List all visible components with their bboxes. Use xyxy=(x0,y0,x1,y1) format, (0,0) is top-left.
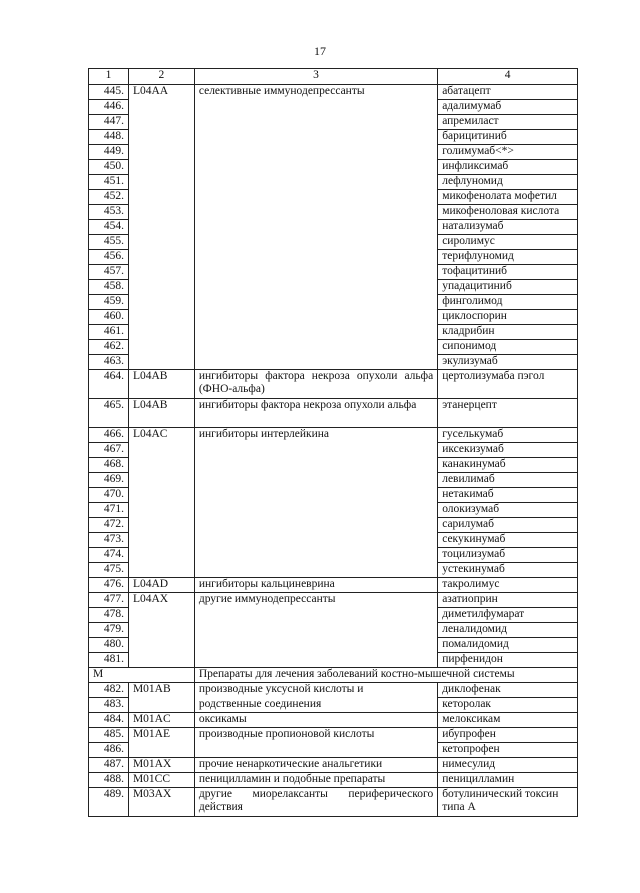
row-number: 479. xyxy=(89,623,129,638)
table-row xyxy=(89,683,578,698)
drug-name: голимумаб<*> xyxy=(438,145,578,160)
drug-name: тоцилизумаб xyxy=(438,548,578,563)
drug-name: сиролимус xyxy=(438,235,578,250)
row-number: 462. xyxy=(89,340,129,355)
drug-name: гуселькумаб xyxy=(438,428,578,443)
row-number: 449. xyxy=(89,145,129,160)
row-number: 459. xyxy=(89,295,129,310)
row-number: 466. xyxy=(89,428,129,443)
row-number: 465. xyxy=(89,399,129,428)
row-number: 457. xyxy=(89,265,129,280)
row-number: 489. xyxy=(89,788,129,817)
row-number: 473. xyxy=(89,533,129,548)
drug-name: нимесулид xyxy=(438,758,578,773)
drug-name: пеницилламин xyxy=(438,773,578,788)
row-number: 470. xyxy=(89,488,129,503)
group-description: ингибиторы фактора некроза опухоли альфа (ФНО-альфа) xyxy=(194,370,437,399)
row-number: 484. xyxy=(89,713,129,728)
row-number: 483. xyxy=(89,698,129,713)
table-row xyxy=(89,370,578,399)
page-number: 17 xyxy=(314,44,326,58)
group-description: родственные соединения xyxy=(194,698,437,713)
row-number: 456. xyxy=(89,250,129,265)
drug-name: цертолизумаба пэгол xyxy=(438,370,578,399)
drug-name: секукинумаб xyxy=(438,533,578,548)
row-number: 477. xyxy=(89,593,129,608)
drug-name: ботулинический токсин типа А xyxy=(438,788,578,817)
atc-code: M01AB xyxy=(128,683,194,713)
row-number: 486. xyxy=(89,743,129,758)
row-number: 482. xyxy=(89,683,129,698)
group-description: другие иммунодепрессанты xyxy=(194,593,437,668)
row-number: 455. xyxy=(89,235,129,250)
drug-name: лефлуномид xyxy=(438,175,578,190)
row-number: 475. xyxy=(89,563,129,578)
group-description: оксикамы xyxy=(194,713,437,728)
drug-name: олокизумаб xyxy=(438,503,578,518)
drug-name: пирфенидон xyxy=(438,653,578,668)
row-number: 481. xyxy=(89,653,129,668)
row-number: 461. xyxy=(89,325,129,340)
table-row xyxy=(89,788,578,817)
group-description: селективные иммунодепрессанты xyxy=(194,85,437,370)
row-number: 458. xyxy=(89,280,129,295)
atc-code: L04AB xyxy=(128,399,194,428)
row-number: 454. xyxy=(89,220,129,235)
row-number: 451. xyxy=(89,175,129,190)
drug-name: микофеноловая кислота xyxy=(438,205,578,220)
section-row xyxy=(89,668,578,683)
drug-name: финголимод xyxy=(438,295,578,310)
header-cell: 3 xyxy=(194,69,437,85)
row-number: 448. xyxy=(89,130,129,145)
header-cell: 4 xyxy=(438,69,578,85)
row-number: 468. xyxy=(89,458,129,473)
atc-code: M01AX xyxy=(128,758,194,773)
group-description: ингибиторы фактора некроза опухоли альфа xyxy=(194,399,437,428)
row-number: 487. xyxy=(89,758,129,773)
drug-name: сипонимод xyxy=(438,340,578,355)
atc-code: L04AA xyxy=(128,85,194,370)
atc-code: L04AD xyxy=(128,578,194,593)
drug-name: барицитиниб xyxy=(438,130,578,145)
drug-name: экулизумаб xyxy=(438,355,578,370)
row-number: 471. xyxy=(89,503,129,518)
row-number: 447. xyxy=(89,115,129,130)
drug-name: азатиоприн xyxy=(438,593,578,608)
table-row xyxy=(89,593,578,608)
row-number: 469. xyxy=(89,473,129,488)
row-number: 460. xyxy=(89,310,129,325)
row-number: 474. xyxy=(89,548,129,563)
section-title: Препараты для лечения заболеваний костно-мышечной системы xyxy=(194,668,577,683)
group-description: пеницилламин и подобные препараты xyxy=(194,773,437,788)
atc-code: L04AC xyxy=(128,428,194,578)
table-row xyxy=(89,713,578,728)
row-number: 463. xyxy=(89,355,129,370)
row-number: 445. xyxy=(89,85,129,100)
table-row xyxy=(89,85,578,100)
row-number: 485. xyxy=(89,728,129,743)
drug-name: сарилумаб xyxy=(438,518,578,533)
drug-name: канакинумаб xyxy=(438,458,578,473)
table-row xyxy=(89,758,578,773)
drug-name: нетакимаб xyxy=(438,488,578,503)
table-row xyxy=(89,428,578,443)
drug-name: упадацитиниб xyxy=(438,280,578,295)
row-number: 476. xyxy=(89,578,129,593)
atc-code: L04AB xyxy=(128,370,194,399)
section-letter: М xyxy=(89,668,195,683)
drug-name: адалимумаб xyxy=(438,100,578,115)
atc-code: M03AX xyxy=(128,788,194,817)
drug-name: диметилфумарат xyxy=(438,608,578,623)
atc-code: M01AE xyxy=(128,728,194,758)
row-number: 467. xyxy=(89,443,129,458)
drug-name: циклоспорин xyxy=(438,310,578,325)
atc-code: M01CC xyxy=(128,773,194,788)
drug-name: ибупрофен xyxy=(438,728,578,743)
drug-name: кетопрофен xyxy=(438,743,578,758)
drug-name: устекинумаб xyxy=(438,563,578,578)
drug-name: натализумаб xyxy=(438,220,578,235)
drug-name: диклофенак xyxy=(438,683,578,698)
group-description: производные уксусной кислоты и xyxy=(194,683,437,698)
header-cell: 1 xyxy=(89,69,129,85)
drug-name: мелоксикам xyxy=(438,713,578,728)
table-row xyxy=(89,728,578,743)
group-description: ингибиторы интерлейкина xyxy=(194,428,437,578)
drug-table xyxy=(88,68,578,817)
row-number: 472. xyxy=(89,518,129,533)
row-number: 453. xyxy=(89,205,129,220)
row-number: 480. xyxy=(89,638,129,653)
row-number: 488. xyxy=(89,773,129,788)
row-number: 464. xyxy=(89,370,129,399)
drug-name: леналидомид xyxy=(438,623,578,638)
atc-code: L04AX xyxy=(128,593,194,668)
drug-name: такролимус xyxy=(438,578,578,593)
drug-name: инфликсимаб xyxy=(438,160,578,175)
drug-name: этанерцепт xyxy=(438,399,578,428)
group-description: другие миорелаксанты периферического действия xyxy=(194,788,437,817)
atc-code: M01AC xyxy=(128,713,194,728)
drug-name: апремиласт xyxy=(438,115,578,130)
table-header-row xyxy=(89,69,578,85)
row-number: 478. xyxy=(89,608,129,623)
table-row xyxy=(89,399,578,428)
row-number: 450. xyxy=(89,160,129,175)
drug-name: помалидомид xyxy=(438,638,578,653)
group-description: прочие ненаркотические анальгетики xyxy=(194,758,437,773)
table-row xyxy=(89,578,578,593)
drug-name: терифлуномид xyxy=(438,250,578,265)
header-cell: 2 xyxy=(128,69,194,85)
group-description: производные пропионовой кислоты xyxy=(194,728,437,758)
drug-name: левилимаб xyxy=(438,473,578,488)
drug-name: микофенолата мофетил xyxy=(438,190,578,205)
drug-name: тофацитиниб xyxy=(438,265,578,280)
drug-name: иксекизумаб xyxy=(438,443,578,458)
row-number: 446. xyxy=(89,100,129,115)
group-description: ингибиторы кальциневрина xyxy=(194,578,437,593)
drug-name: кеторолак xyxy=(438,698,578,713)
row-number: 452. xyxy=(89,190,129,205)
table-row xyxy=(89,773,578,788)
drug-name: абатацепт xyxy=(438,85,578,100)
drug-name: кладрибин xyxy=(438,325,578,340)
